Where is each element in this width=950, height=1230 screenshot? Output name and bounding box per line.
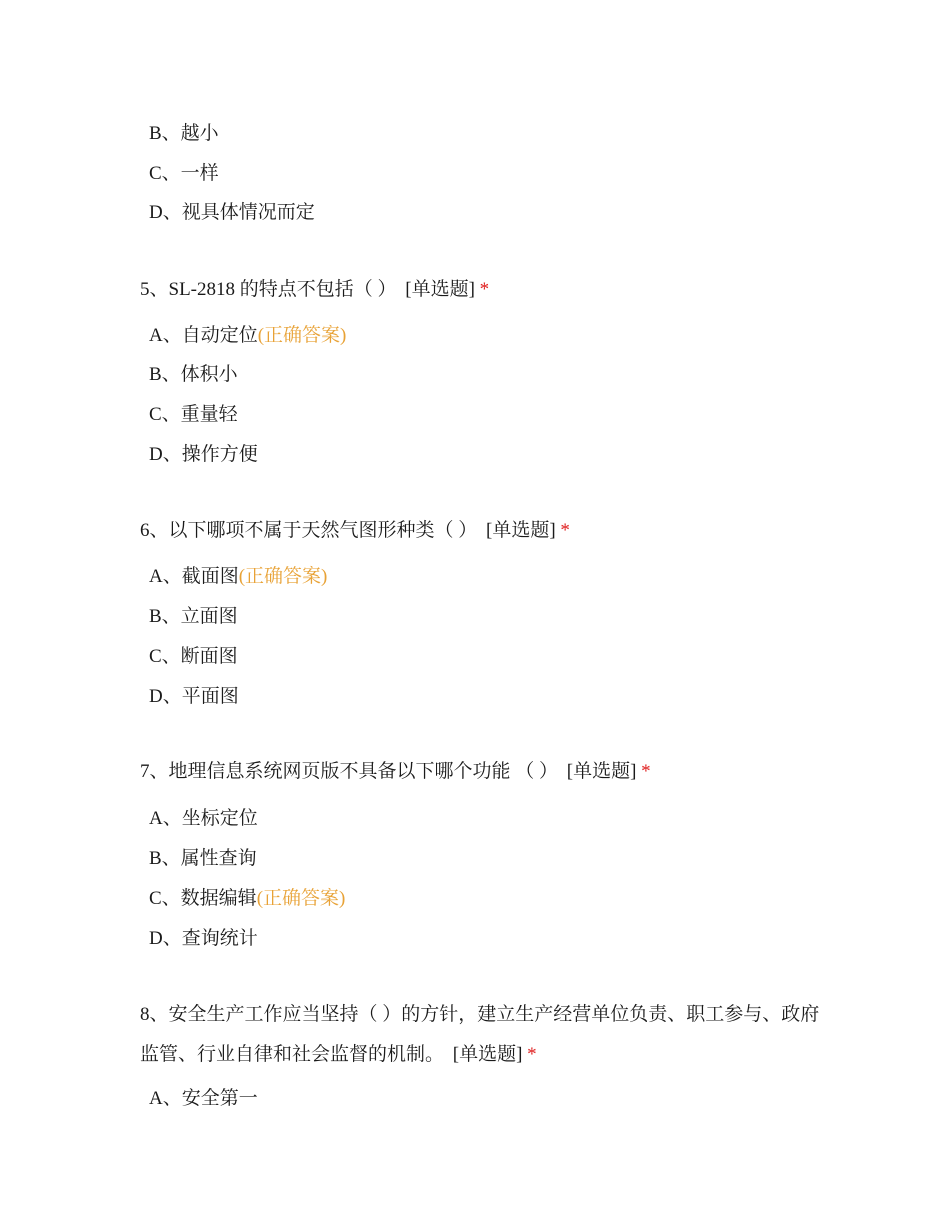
option-label: C、数据编辑 bbox=[149, 888, 257, 909]
q6-option-a bbox=[149, 565, 327, 589]
q8-title bbox=[140, 995, 820, 1075]
required-star: * bbox=[641, 761, 651, 782]
option-label: A、自动定位 bbox=[149, 325, 258, 346]
q4-option-d bbox=[149, 201, 315, 225]
required-star: * bbox=[527, 1044, 537, 1065]
q6-option-c bbox=[149, 645, 238, 669]
option-label: C、一样 bbox=[149, 163, 219, 184]
q5-option-b bbox=[149, 363, 238, 387]
q7-title bbox=[140, 752, 820, 792]
correct-answer-mark: (正确答案) bbox=[256, 888, 346, 909]
correct-answer-mark: (正确答案) bbox=[238, 566, 328, 587]
question-type: [单选题] bbox=[566, 761, 637, 782]
option-label: A、坐标定位 bbox=[149, 808, 258, 829]
q5-option-c bbox=[149, 403, 238, 427]
option-label: A、安全第一 bbox=[149, 1088, 258, 1109]
question-type: [单选题] bbox=[486, 520, 556, 541]
question-type: [单选题] bbox=[452, 1044, 523, 1065]
question-text: 5、SL-2818 的特点不包括（ ） bbox=[140, 279, 397, 300]
option-label: B、越小 bbox=[149, 123, 219, 144]
q5-option-a bbox=[149, 324, 346, 348]
q6-option-b bbox=[149, 605, 238, 629]
q7-option-d bbox=[149, 927, 258, 951]
required-star: * bbox=[479, 279, 490, 300]
option-label: B、立面图 bbox=[149, 606, 238, 627]
q4-option-c bbox=[149, 162, 219, 186]
q7-option-b bbox=[149, 847, 257, 871]
option-label: C、断面图 bbox=[149, 646, 238, 667]
question-text: 6、以下哪项不属于天然气图形种类（ ） bbox=[140, 520, 478, 541]
required-star: * bbox=[560, 520, 570, 541]
option-label: D、操作方便 bbox=[149, 444, 258, 465]
q6-option-d bbox=[149, 685, 239, 709]
question-text: 8、安全生产工作应当坚持（ ）的方针，建立生产经营单位负责、职工参与、政府监管、行业自律和社会监督的机制。 bbox=[140, 1004, 820, 1065]
option-label: B、体积小 bbox=[149, 364, 238, 385]
option-label: A、截面图 bbox=[149, 566, 239, 587]
option-label: D、平面图 bbox=[149, 686, 239, 707]
q7-option-c bbox=[149, 887, 345, 911]
correct-answer-mark: (正确答案) bbox=[257, 325, 347, 346]
q5-option-d bbox=[149, 443, 258, 467]
question-text: 7、地理信息系统网页版不具备以下哪个功能 （ ） bbox=[140, 761, 559, 782]
option-label: D、视具体情况而定 bbox=[149, 202, 315, 223]
option-label: D、查询统计 bbox=[149, 928, 258, 949]
q4-option-b bbox=[149, 122, 219, 146]
option-label: B、属性查询 bbox=[149, 848, 257, 869]
option-label: C、重量轻 bbox=[149, 404, 238, 425]
q6-title bbox=[140, 511, 820, 551]
question-type: [单选题] bbox=[405, 279, 475, 300]
q5-title bbox=[140, 270, 820, 310]
q8-option-a bbox=[149, 1087, 258, 1111]
q7-option-a bbox=[149, 807, 258, 831]
